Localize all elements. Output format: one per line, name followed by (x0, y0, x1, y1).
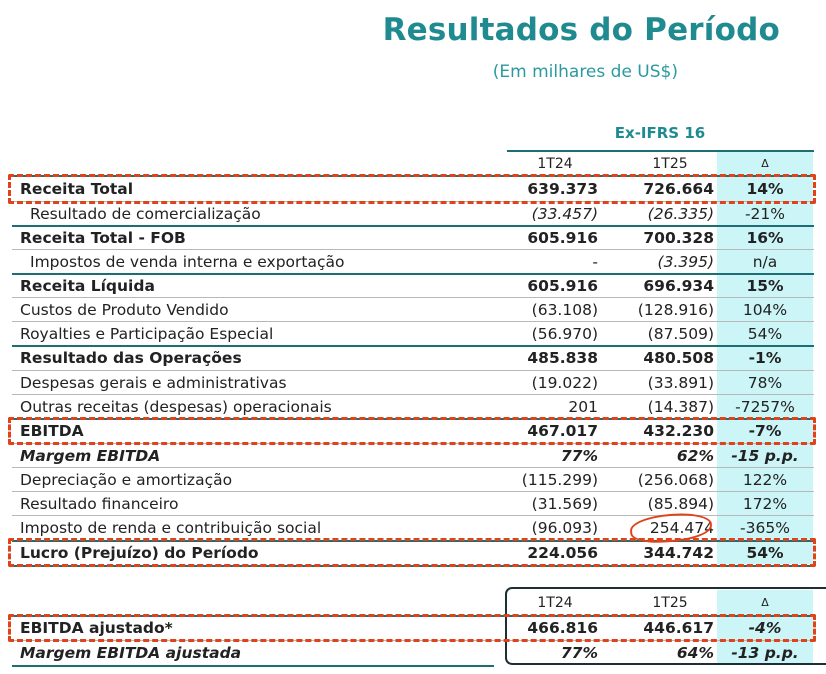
value-1t24: 201 (568, 398, 598, 416)
row-label: Resultado financeiro (20, 495, 179, 513)
value-1t25: 344.742 (643, 544, 714, 562)
value-1t24: (31.569) (531, 495, 598, 513)
value-delta: n/a (752, 253, 778, 271)
value-delta: -15 p.p. (731, 447, 799, 465)
value-1t24: (56.970) (531, 325, 598, 343)
table-row (12, 250, 814, 274)
column-group-header: Ex-IFRS 16 (614, 124, 706, 142)
value-1t24: (63.108) (531, 301, 598, 319)
value-delta: 122% (742, 471, 788, 489)
col-header-1t24: 1T24 (537, 156, 573, 172)
table-row (12, 468, 814, 492)
value-delta: 15% (746, 277, 784, 295)
value-delta: 54% (747, 325, 783, 343)
value-1t24: 224.056 (527, 544, 598, 562)
value-1t24: (33.457) (531, 205, 598, 223)
value-1t25: 432.230 (643, 422, 714, 440)
value-1t25: (3.395) (657, 253, 714, 271)
value-1t24: 485.838 (527, 349, 598, 367)
value-1t25: 446.617 (643, 619, 714, 637)
row-label: Lucro (Prejuízo) do Período (20, 544, 259, 562)
value-delta: 78% (747, 374, 783, 392)
row-label: Margem EBITDA ajustada (20, 644, 242, 662)
value-delta: -1% (748, 349, 782, 367)
value-1t24: (19.022) (531, 374, 598, 392)
value-1t24: 77% (560, 447, 598, 465)
value-1t24: 77% (560, 644, 598, 662)
row-label: Depreciação e amortização (20, 471, 233, 489)
value-1t25: 700.328 (643, 229, 714, 247)
table-row (12, 274, 814, 298)
value-1t25: (87.509) (647, 325, 714, 343)
value-1t24: 467.017 (527, 422, 598, 440)
value-1t25: (256.068) (637, 471, 714, 489)
adj-col-header-1t25: 1T25 (652, 595, 688, 611)
value-delta: 54% (746, 544, 784, 562)
value-1t24: (115.299) (521, 471, 598, 489)
page-subtitle: (Em milhares de US$) (492, 62, 678, 82)
col-header-1t25: 1T25 (652, 156, 688, 172)
value-1t25: 726.664 (643, 180, 714, 198)
table-row (12, 202, 814, 226)
table-row (12, 395, 814, 419)
highlight-ebitda (8, 417, 816, 445)
page-title: Resultados do Período (382, 12, 780, 48)
value-1t25: 62% (676, 447, 714, 465)
highlight-lucro (8, 538, 816, 567)
value-1t24: - (592, 253, 598, 271)
value-delta: -365% (740, 519, 790, 537)
value-1t25: 480.508 (643, 349, 714, 367)
adj-col-header-1t24: 1T24 (537, 595, 573, 611)
row-label: Despesas gerais e administrativas (20, 374, 287, 392)
row-label: Receita Total - FOB (20, 229, 186, 247)
header-top-rule (507, 150, 814, 152)
table-row (12, 444, 814, 468)
value-delta: -21% (744, 205, 786, 223)
value-1t24: (96.093) (531, 519, 598, 537)
table-row (12, 346, 814, 370)
value-delta: 172% (742, 495, 788, 513)
value-1t25: (14.387) (647, 398, 714, 416)
value-1t24: 639.373 (527, 180, 598, 198)
col-header-delta: Δ (761, 157, 769, 170)
adj-col-header-delta: Δ (761, 596, 769, 609)
value-delta: -7% (748, 422, 782, 440)
value-1t24: 605.916 (527, 277, 598, 295)
value-1t25: 64% (676, 644, 714, 662)
value-1t25: 696.934 (643, 277, 714, 295)
table-row (12, 226, 814, 250)
highlight-ebitda-ajustado (8, 614, 816, 642)
highlight-receita-total (8, 174, 816, 204)
value-1t24: 466.816 (527, 619, 598, 637)
row-label: EBITDA (20, 422, 84, 440)
table-row (12, 641, 814, 665)
value-1t24: 605.916 (527, 229, 598, 247)
value-delta: -7257% (735, 398, 795, 416)
row-label: Outras receitas (despesas) operacionais (20, 398, 332, 416)
value-1t25: (85.894) (647, 495, 714, 513)
value-delta: 104% (742, 301, 788, 319)
table-row (12, 492, 814, 516)
value-delta: -4% (748, 619, 782, 637)
row-label: Margem EBITDA (20, 447, 161, 465)
table-row (12, 322, 814, 346)
row-label: Receita Líquida (20, 277, 155, 295)
value-1t25: (26.335) (647, 205, 714, 223)
table-row (12, 298, 814, 322)
value-delta: -13 p.p. (731, 644, 799, 662)
row-label: Impostos de venda interna e exportação (30, 253, 345, 271)
row-label: Resultado das Operações (20, 349, 242, 367)
value-delta: 14% (746, 180, 784, 198)
row-label: Custos de Produto Vendido (20, 301, 229, 319)
row-label: Royalties e Participação Especial (20, 325, 274, 343)
row-label: Receita Total (20, 180, 134, 198)
row-label: Resultado de comercialização (30, 205, 261, 223)
table-row (12, 371, 814, 395)
value-1t25: 254.474 (649, 519, 714, 537)
value-delta: 16% (746, 229, 784, 247)
adj-table-bottom-rule (12, 665, 494, 667)
value-1t25: (33.891) (647, 374, 714, 392)
value-1t25: (128.916) (637, 301, 714, 319)
row-label: Imposto de renda e contribuição social (20, 519, 322, 537)
row-label: EBITDA ajustado* (20, 619, 173, 637)
